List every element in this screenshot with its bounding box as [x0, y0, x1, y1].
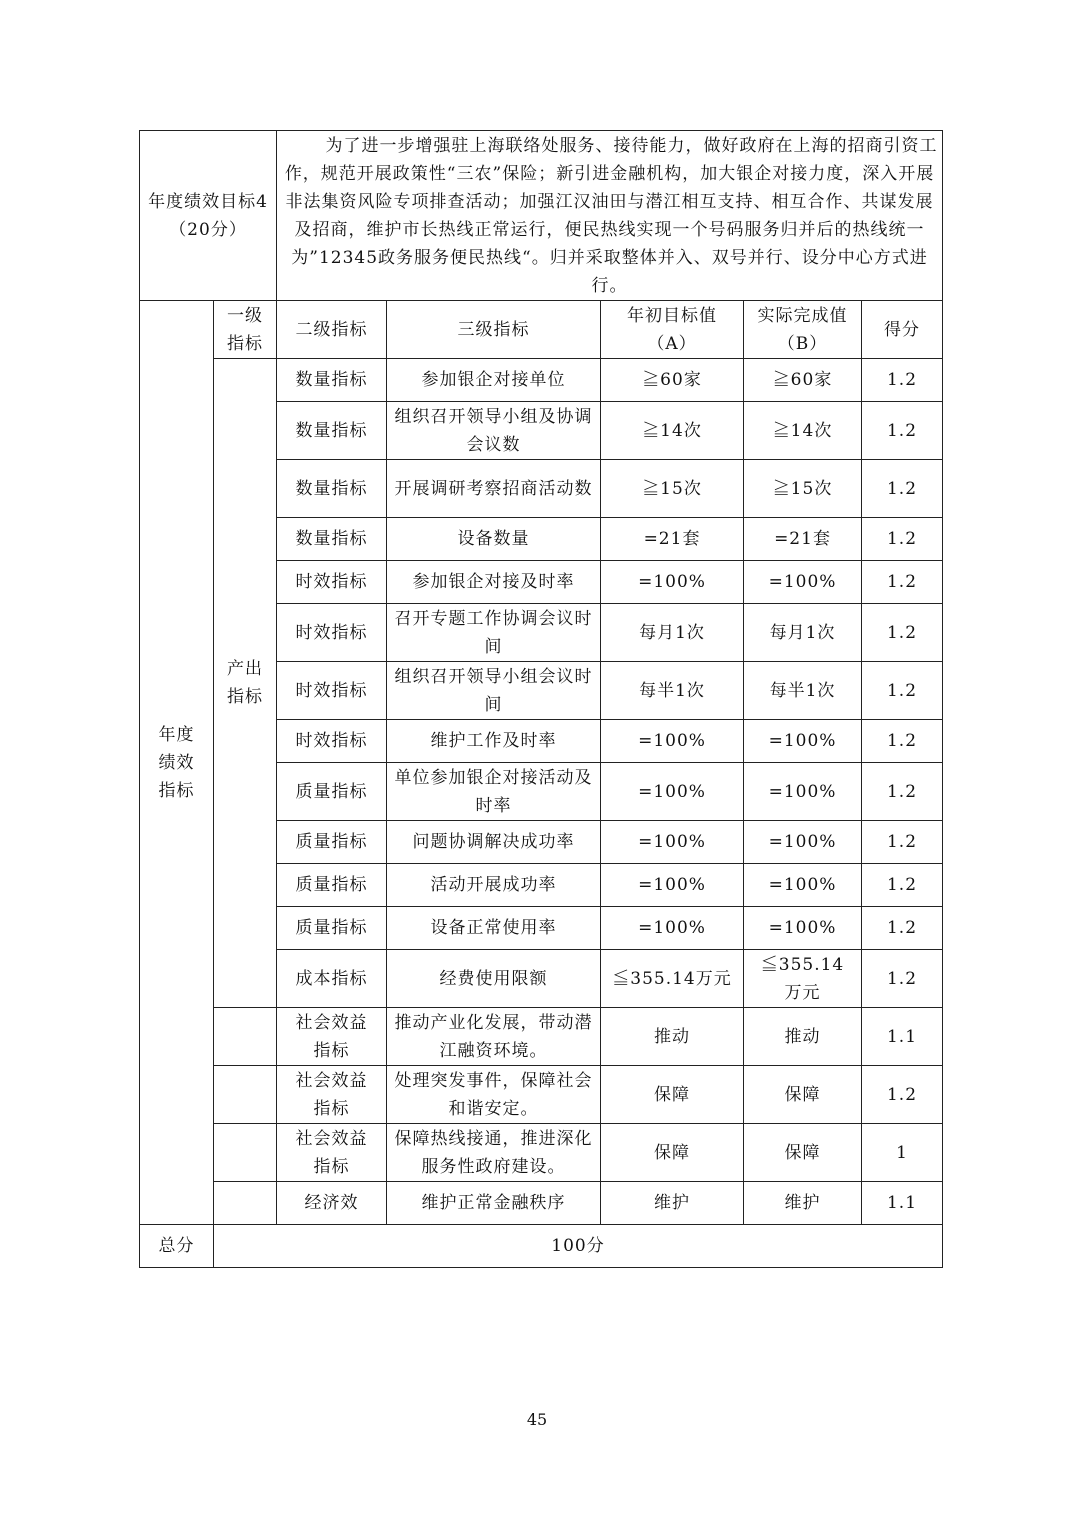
- level3-cell: 处理突发事件，保障社会和谐安定。: [387, 1066, 601, 1124]
- header-row: [140, 301, 943, 359]
- target-cell: 保障: [601, 1124, 744, 1182]
- score-cell: 1.2: [862, 518, 943, 561]
- level3-cell: 维护工作及时率: [387, 720, 601, 763]
- goal-text: 为了进一步增强驻上海联络处服务、接待能力，做好政府在上海的招商引资工作，规范开展政策性“三农”保险；新引进金融机构，加大银企对接力度，深入开展非法集资风险专项排查活动；加强江汉油田与潜江相互支持、相互合作、共谋发展及招商，维护市长热线正常运行，便民热线实现一个号码服务归并后的热线统一为”12345政务服务便民热线“。归并采取整体并入、双号并行、设分中心方式进行。: [284, 135, 938, 296]
- header-level2: 二级指标: [277, 301, 387, 359]
- table-body: [140, 131, 943, 1268]
- level2-cell: [277, 1124, 387, 1182]
- target-cell: =100%: [601, 864, 744, 907]
- level2-cell: 数量指标: [277, 518, 387, 561]
- performance-table: [139, 130, 943, 1268]
- actual-cell: =100%: [744, 821, 862, 864]
- score-cell: 1.1: [862, 1008, 943, 1066]
- score-cell: 1.2: [862, 821, 943, 864]
- target-cell: ≦355.14万元: [601, 950, 744, 1008]
- target-cell: =100%: [601, 561, 744, 604]
- section-label-text: 年度绩效指标: [158, 724, 195, 801]
- level3-cell: 组织召开领导小组及协调会议数: [387, 402, 601, 460]
- score-cell: 1.2: [862, 662, 943, 720]
- level2-cell: 成本指标: [277, 950, 387, 1008]
- score-cell: 1.2: [862, 763, 943, 821]
- score-cell: 1.2: [862, 402, 943, 460]
- target-cell: ≧14次: [601, 402, 744, 460]
- target-cell: 维护: [601, 1182, 744, 1225]
- header-level1-text: 一级指标: [227, 305, 263, 354]
- actual-cell: ≧14次: [744, 402, 862, 460]
- actual-cell: =100%: [744, 720, 862, 763]
- table-row: [140, 359, 943, 402]
- total-label: 总分: [140, 1225, 214, 1268]
- level3-cell: 问题协调解决成功率: [387, 821, 601, 864]
- level1-empty-cell: [214, 1182, 277, 1225]
- level3-cell: 活动开展成功率: [387, 864, 601, 907]
- level2-cell: 质量指标: [277, 821, 387, 864]
- table-row: [140, 1008, 943, 1066]
- level3-cell: 参加银企对接及时率: [387, 561, 601, 604]
- level3-cell: 推动产业化发展，带动潜江融资环境。: [387, 1008, 601, 1066]
- actual-cell: 每半1次: [744, 662, 862, 720]
- actual-cell: 保障: [744, 1066, 862, 1124]
- score-cell: 1.1: [862, 1182, 943, 1225]
- actual-cell: 维护: [744, 1182, 862, 1225]
- target-cell: ≧60家: [601, 359, 744, 402]
- target-cell: 保障: [601, 1066, 744, 1124]
- total-value: 100分: [214, 1225, 943, 1268]
- goal-label: 年度绩效目标4（20分）: [140, 131, 277, 301]
- actual-cell: 保障: [744, 1124, 862, 1182]
- header-target-text: 年初目标值（A）: [627, 305, 718, 354]
- score-cell: 1.2: [862, 561, 943, 604]
- goal-row: [140, 131, 943, 301]
- level2-cell: 质量指标: [277, 864, 387, 907]
- score-cell: 1.2: [862, 460, 943, 518]
- actual-cell: ≧60家: [744, 359, 862, 402]
- level2-cell: 时效指标: [277, 720, 387, 763]
- score-cell: 1.2: [862, 359, 943, 402]
- target-cell: =21套: [601, 518, 744, 561]
- header-score: 得分: [862, 301, 943, 359]
- level2-cell: 数量指标: [277, 460, 387, 518]
- total-row: [140, 1225, 943, 1268]
- output-label-text: 产出指标: [227, 659, 263, 707]
- level3-cell: 设备正常使用率: [387, 907, 601, 950]
- output-label: [214, 359, 277, 1008]
- target-cell: =100%: [601, 763, 744, 821]
- level3-cell: 维护正常金融秩序: [387, 1182, 601, 1225]
- actual-cell: =100%: [744, 561, 862, 604]
- target-cell: =100%: [601, 720, 744, 763]
- level3-cell: 经费使用限额: [387, 950, 601, 1008]
- goal-text-cell: [277, 131, 943, 301]
- level2-cell: 经济效: [277, 1182, 387, 1225]
- level2-text: 社会效益指标: [295, 1070, 368, 1119]
- actual-cell: =21套: [744, 518, 862, 561]
- header-level3: 三级指标: [387, 301, 601, 359]
- actual-cell: 每月1次: [744, 604, 862, 662]
- level2-cell: 时效指标: [277, 604, 387, 662]
- level3-cell: 召开专题工作协调会议时间: [387, 604, 601, 662]
- page-number: 45: [526, 1410, 548, 1429]
- level3-cell: 组织召开领导小组会议时间: [387, 662, 601, 720]
- level2-cell: 数量指标: [277, 402, 387, 460]
- actual-cell: [744, 950, 862, 1008]
- score-cell: 1.2: [862, 907, 943, 950]
- target-cell: ≧15次: [601, 460, 744, 518]
- actual-cell: 推动: [744, 1008, 862, 1066]
- level2-cell: [277, 1066, 387, 1124]
- level2-text: 社会效益指标: [295, 1012, 368, 1061]
- level2-cell: 时效指标: [277, 662, 387, 720]
- level2-cell: 质量指标: [277, 907, 387, 950]
- level2-text: 社会效益指标: [295, 1128, 368, 1177]
- score-cell: 1.2: [862, 950, 943, 1008]
- level3-cell: 单位参加银企对接活动及时率: [387, 763, 601, 821]
- target-cell: 每月1次: [601, 604, 744, 662]
- score-cell: 1.2: [862, 1066, 943, 1124]
- section-label: [140, 301, 214, 1225]
- table-row: [140, 1066, 943, 1124]
- level2-cell: 质量指标: [277, 763, 387, 821]
- score-cell: 1.2: [862, 720, 943, 763]
- level1-empty-cell: [214, 1066, 277, 1124]
- level3-cell: 保障热线接通，推进深化服务性政府建设。: [387, 1124, 601, 1182]
- header-actual-text: 实际完成值（B）: [757, 305, 848, 354]
- target-cell: =100%: [601, 907, 744, 950]
- level2-cell: 时效指标: [277, 561, 387, 604]
- actual-cell-text: ≦355.14万元: [760, 954, 845, 1003]
- table-row: [140, 1124, 943, 1182]
- level2-cell: [277, 1008, 387, 1066]
- header-actual: [744, 301, 862, 359]
- level3-cell: 开展调研考察招商活动数: [387, 460, 601, 518]
- actual-cell: =100%: [744, 864, 862, 907]
- target-cell: =100%: [601, 821, 744, 864]
- target-cell: 推动: [601, 1008, 744, 1066]
- score-cell: 1.2: [862, 604, 943, 662]
- score-cell: 1: [862, 1124, 943, 1182]
- target-cell: 每半1次: [601, 662, 744, 720]
- level1-empty-cell: [214, 1124, 277, 1182]
- level2-cell: 数量指标: [277, 359, 387, 402]
- level3-cell: 参加银企对接单位: [387, 359, 601, 402]
- actual-cell: =100%: [744, 907, 862, 950]
- level1-empty-cell: [214, 1008, 277, 1066]
- actual-cell: =100%: [744, 763, 862, 821]
- actual-cell: ≧15次: [744, 460, 862, 518]
- table-row: [140, 1182, 943, 1225]
- level3-cell: 设备数量: [387, 518, 601, 561]
- score-cell: 1.2: [862, 864, 943, 907]
- header-target: [601, 301, 744, 359]
- header-level1: [214, 301, 277, 359]
